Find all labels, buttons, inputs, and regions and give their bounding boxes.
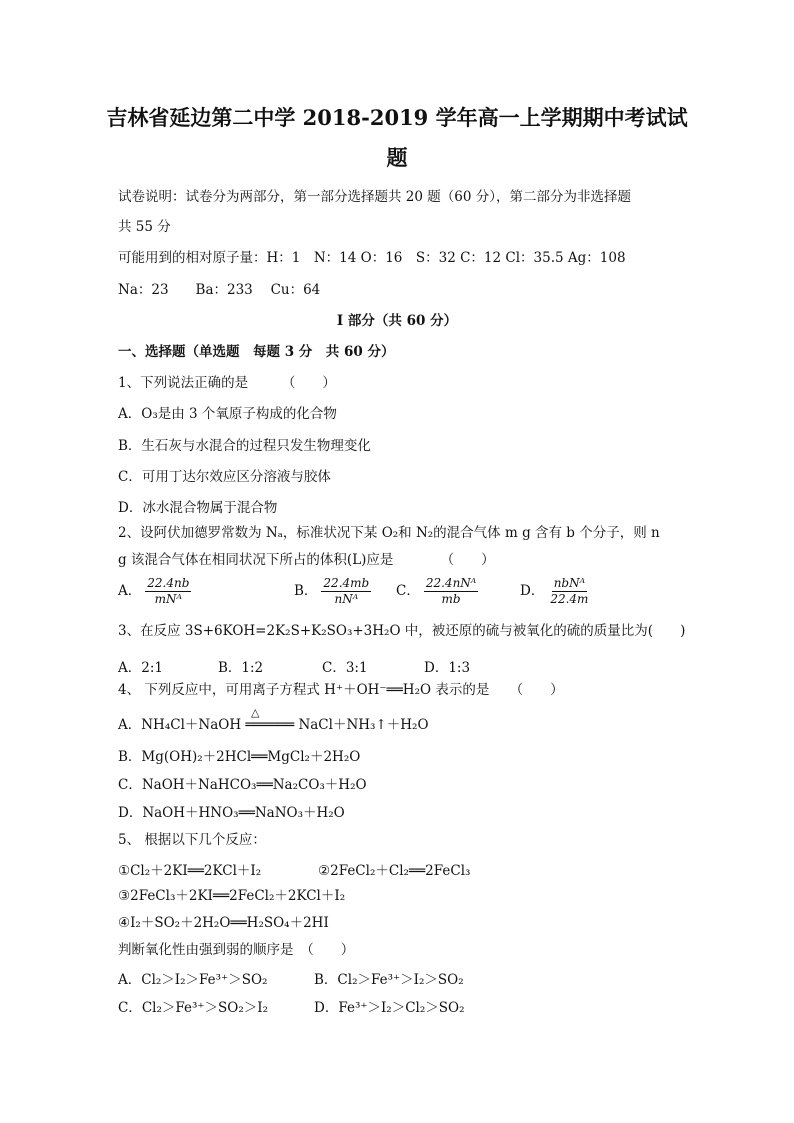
fraction-numerator: nbNᴬ: [553, 576, 586, 590]
part-title: I 部分（共 60 分）: [336, 313, 458, 329]
reaction-4: ④I₂＋SO₂＋2H₂O══H₂SO₄＋2HI: [118, 915, 329, 931]
question-4-option-c: C．NaOH＋NaHCO₃══Na₂CO₃＋H₂O: [118, 777, 367, 793]
atomic-mass-line: 可能用到的相对原子量：H：1 N：14 O：16 S：32 C：12 Cl：35.5 Ag：108: [118, 250, 626, 266]
fraction-denominator: mb: [441, 592, 461, 606]
exam-title-line2: 题: [386, 145, 408, 170]
question-2-option-b: [294, 576, 375, 607]
question-5-option-c: C．Cl₂＞Fe³⁺＞SO₂＞I₂: [118, 1000, 269, 1016]
intro-line: 试卷说明：试卷分为两部分，第一部分选择题共 20 题（60 分），第二部分为非选择题: [118, 189, 631, 205]
question-3-option-b: B．1:2: [218, 660, 264, 676]
fraction-denominator: nNᴬ: [334, 592, 359, 606]
question-2-stem: 2、设阿伏加德罗常数为 Nₐ，标准状况下某 O₂和 N₂的混合气体 m g 含有 b 个分子，则 n: [118, 525, 660, 541]
fraction: [548, 576, 590, 607]
atomic-mass-line: Na：23 Ba：233 Cu：64: [118, 282, 321, 298]
question-3-option-a: A．2:1: [118, 660, 163, 676]
question-5-option-b: B．Cl₂＞Fe³⁺＞I₂＞SO₂: [314, 972, 464, 988]
fraction-numerator: 22.4nb: [147, 576, 190, 590]
heat-symbol: △: [251, 706, 260, 719]
option-label: D．: [520, 583, 545, 599]
question-2-option-a: [118, 576, 195, 607]
reaction-3: ③2FeCl₃＋2KI══2FeCl₂＋2KCl＋I₂: [118, 888, 346, 904]
question-5-stem: 5、 根据以下几个反应：: [118, 832, 266, 848]
question-2-option-c: [396, 576, 482, 607]
question-4-option-a: A．NH₄Cl＋NaOH ══════ NaCl＋NH₃↑＋H₂O: [118, 717, 429, 733]
question-3-option-d: D．1:3: [424, 660, 471, 676]
question-1-option-b: B．生石灰与水混合的过程只发生物理变化: [118, 438, 371, 454]
question-1-option-d: D．冰水混合物属于混合物: [118, 500, 278, 516]
reaction-2: ②2FeCl₂＋Cl₂══2FeCl₃: [318, 863, 471, 879]
question-1-option-c: C．可用丁达尔效应区分溶液与胶体: [118, 469, 331, 485]
fraction-denominator: 22.4m: [550, 592, 589, 606]
question-4-option-d: D．NaOH＋HNO₃══NaNO₃＋H₂O: [118, 805, 345, 821]
question-1-stem: 1、下列说法正确的是 （ ）: [118, 375, 336, 391]
question-3-stem: 3、在反应 3S+6KOH=2K₂S+K₂SO₃+3H₂O 中，被还原的硫与被氧化的硫的质量比为( ): [118, 623, 686, 639]
exam-title-line1: 吉林省延边第二中学 2018-2019 学年高一上学期期中考试试: [106, 105, 688, 130]
fraction: [145, 576, 191, 607]
question-2-stem: g 该混合气体在相同状况下所占的体积(L)应是 （ ）: [118, 552, 495, 568]
fraction-numerator: 22.4mb: [323, 576, 370, 590]
question-3-option-c: C．3:1: [322, 660, 368, 676]
section-title: 一、选择题（单选题 每题 3 分 共 60 分）: [118, 344, 395, 360]
option-label: C．: [396, 583, 420, 599]
question-4-stem: 4、 下列反应中，可用离子方程式 H⁺＋OH⁻══H₂O 表示的是 （ ）: [118, 682, 564, 698]
question-5-ask: 判断氧化性由强到弱的顺序是 （ ）: [118, 942, 355, 958]
option-label: B．: [294, 583, 318, 599]
question-4-option-b: B．Mg(OH)₂＋2HCl══MgCl₂＋2H₂O: [118, 749, 361, 765]
question-1-option-a: A．O₃是由 3 个氧原子构成的化合物: [118, 406, 337, 422]
fraction-denominator: mNᴬ: [154, 592, 182, 606]
reaction-1: ①Cl₂＋2KI══2KCl＋I₂: [118, 863, 262, 879]
fraction: [321, 576, 371, 607]
fraction-numerator: 22.4nNᴬ: [425, 576, 477, 590]
option-label: A．: [118, 583, 142, 599]
fraction: [424, 576, 478, 607]
question-5-option-d: D．Fe³⁺＞I₂＞Cl₂＞SO₂: [314, 1000, 465, 1016]
question-5-option-a: A．Cl₂＞I₂＞Fe³⁺＞SO₂: [118, 972, 268, 988]
intro-line: 共 55 分: [118, 219, 171, 235]
question-2-option-d: [520, 576, 594, 607]
